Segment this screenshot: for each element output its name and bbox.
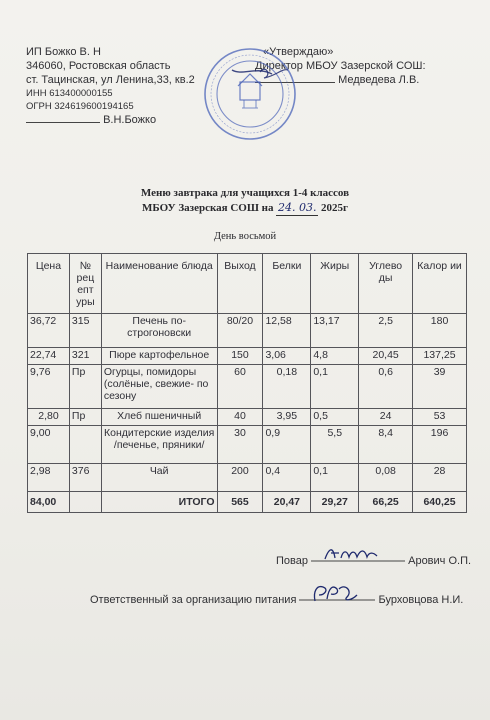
menu-year: 2025г bbox=[321, 202, 348, 214]
responsible-signature bbox=[299, 581, 375, 606]
total-price: 84,00 bbox=[28, 492, 70, 513]
day-label: День восьмой bbox=[213, 231, 277, 242]
cell-recipe: 315 bbox=[69, 314, 101, 348]
cell-price: 9,00 bbox=[28, 426, 70, 464]
supplier-ogrn: ОГРН 324619600194165 bbox=[26, 101, 134, 112]
responsible-label: Ответственный за организацию питания bbox=[90, 594, 297, 606]
cell-protein: 0,18 bbox=[263, 365, 311, 409]
menu-title: Меню завтрака для учащихся 1-4 классов bbox=[140, 187, 350, 199]
cell-protein: 3,06 bbox=[263, 348, 311, 365]
supplier-inn: ИНН 613400000155 bbox=[26, 88, 113, 99]
total-fat: 29,27 bbox=[311, 492, 359, 513]
cell-carbs: 20,45 bbox=[359, 348, 413, 365]
col-header-protein: Белки bbox=[263, 254, 311, 314]
cell-fat: 0,1 bbox=[311, 464, 359, 492]
total-recipe-empty bbox=[69, 492, 101, 513]
table-header-row bbox=[28, 254, 467, 314]
cell-fat: 13,17 bbox=[311, 314, 359, 348]
cell-price: 2,98 bbox=[28, 464, 70, 492]
col-header-yield: Выход bbox=[217, 254, 263, 314]
table-total-row bbox=[28, 492, 467, 513]
total-label: ИТОГО bbox=[101, 492, 217, 513]
cook-label: Повар bbox=[276, 555, 308, 567]
cell-price: 36,72 bbox=[28, 314, 70, 348]
cell-kcal: 137,25 bbox=[413, 348, 467, 365]
cell-price: 22,74 bbox=[28, 348, 70, 365]
total-protein: 20,47 bbox=[263, 492, 311, 513]
menu-date: 24. 03. bbox=[278, 201, 317, 214]
supplier-block bbox=[26, 45, 195, 127]
supplier-signer: В.Н.Божко bbox=[103, 114, 157, 126]
cell-price: 2,80 bbox=[28, 409, 70, 426]
responsible-name: Бурховцова Н.И. bbox=[378, 594, 464, 606]
cell-carbs: 0,6 bbox=[359, 365, 413, 409]
cell-kcal: 53 bbox=[413, 409, 467, 426]
table-row bbox=[28, 365, 467, 409]
cell-protein: 0,4 bbox=[263, 464, 311, 492]
cook-signature bbox=[311, 544, 405, 567]
supplier-address-street: ст. Тацинская, ул Ленина,33, кв.2 bbox=[26, 74, 195, 86]
cell-recipe: 376 bbox=[69, 464, 101, 492]
col-header-recipe: № рец епт уры bbox=[69, 254, 101, 314]
table-row bbox=[28, 426, 467, 464]
cell-carbs: 24 bbox=[359, 409, 413, 426]
table-row bbox=[28, 409, 467, 426]
cell-carbs: 2,5 bbox=[359, 314, 413, 348]
table-row bbox=[28, 314, 467, 348]
approval-signer: Медведева Л.В. bbox=[338, 74, 420, 86]
supplier-address-region: 346060, Ростовская область bbox=[26, 60, 171, 72]
cell-recipe: Пр bbox=[69, 365, 101, 409]
total-kcal: 640,25 bbox=[413, 492, 467, 513]
cell-kcal: 39 bbox=[413, 365, 467, 409]
supplier-name: ИП Божко В. Н bbox=[26, 46, 101, 58]
cell-name: Пюре картофельное bbox=[101, 348, 217, 365]
cell-name: Печень по-строгоновски bbox=[101, 314, 217, 348]
col-header-name: Наименование блюда bbox=[101, 254, 217, 314]
cell-kcal: 180 bbox=[413, 314, 467, 348]
cell-fat: 4,8 bbox=[311, 348, 359, 365]
menu-subtitle-prefix: МБОУ Зазерская СОШ на bbox=[142, 202, 274, 214]
table-row bbox=[28, 348, 467, 365]
approval-title: «Утверждаю» bbox=[263, 46, 334, 58]
cell-fat: 0,5 bbox=[311, 409, 359, 426]
total-yield: 565 bbox=[217, 492, 263, 513]
responsible-signature-block bbox=[90, 581, 463, 606]
cell-yield: 40 bbox=[217, 409, 263, 426]
menu-subtitle bbox=[0, 201, 490, 216]
school-stamp bbox=[202, 46, 298, 142]
cell-recipe: 321 bbox=[69, 348, 101, 365]
cell-yield: 200 bbox=[217, 464, 263, 492]
menu-table bbox=[27, 253, 467, 513]
cell-kcal: 196 bbox=[413, 426, 467, 464]
supplier-signature-line bbox=[26, 113, 195, 127]
cell-price: 9,76 bbox=[28, 365, 70, 409]
approval-position: Директор МБОУ Зазерской СОШ: bbox=[255, 60, 426, 72]
col-header-kcal: Калор ии bbox=[413, 254, 467, 314]
total-carbs: 66,25 bbox=[359, 492, 413, 513]
cell-fat: 5,5 bbox=[311, 426, 359, 464]
cell-name: Чай bbox=[101, 464, 217, 492]
cell-yield: 30 bbox=[217, 426, 263, 464]
cell-yield: 60 bbox=[217, 365, 263, 409]
cell-recipe: Пр bbox=[69, 409, 101, 426]
col-header-fat: Жиры bbox=[311, 254, 359, 314]
cell-name: Хлеб пшеничный bbox=[101, 409, 217, 426]
cell-name: Огурцы, помидоры (солёные, свежие- по сезону bbox=[101, 365, 217, 409]
table-row bbox=[28, 464, 467, 492]
cell-yield: 150 bbox=[217, 348, 263, 365]
cell-carbs: 8,4 bbox=[359, 426, 413, 464]
cell-name: Кондитерские изделия /печенье, пряники/ bbox=[101, 426, 217, 464]
cook-signature-block bbox=[276, 544, 471, 567]
col-header-price: Цена bbox=[28, 254, 70, 314]
cook-name: Арович О.П. bbox=[408, 555, 472, 567]
cell-carbs: 0,08 bbox=[359, 464, 413, 492]
cell-fat: 0,1 bbox=[311, 365, 359, 409]
cell-yield: 80/20 bbox=[217, 314, 263, 348]
cell-protein: 3,95 bbox=[263, 409, 311, 426]
cell-kcal: 28 bbox=[413, 464, 467, 492]
col-header-carbs: Углево ды bbox=[359, 254, 413, 314]
cell-protein: 12,58 bbox=[263, 314, 311, 348]
cell-recipe bbox=[69, 426, 101, 464]
cell-protein: 0,9 bbox=[263, 426, 311, 464]
